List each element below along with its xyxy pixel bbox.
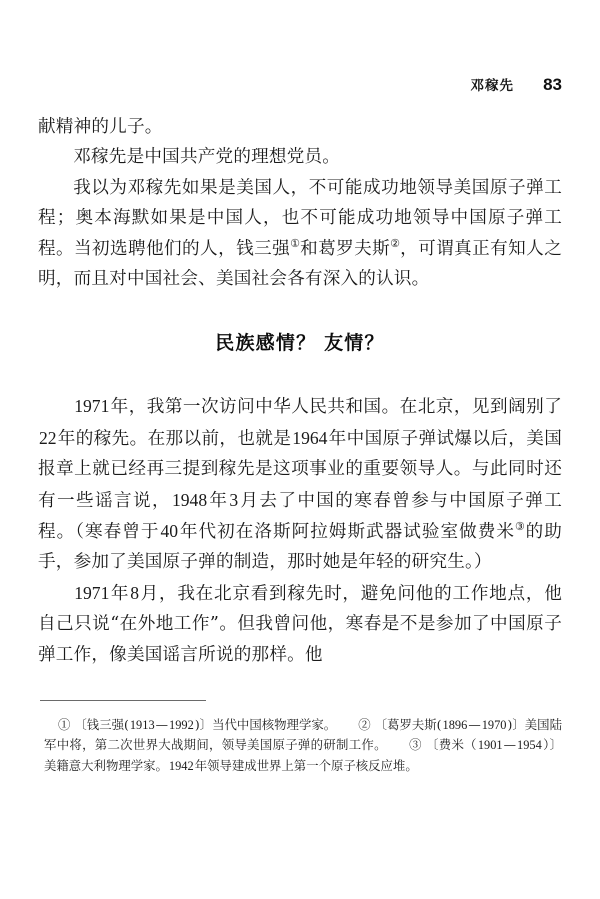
inline-number: 1901: [477, 738, 503, 753]
paragraph-1971-august: 1971年8月，我在北京看到稼先时，避免问他的工作地点，他自己只说“在外地工作”。但我曾问他，寒春是不是参加了中国原子弹工作，像美国谣言所说的那样。他: [38, 582, 563, 665]
page-number: 83: [543, 75, 562, 94]
footnote-marker: ①: [58, 717, 75, 732]
paragraph-1971-visit: 1971年，我第一次访问中华人民共和国。在北京，见到阔别了22年的稼先。在那以前，也就是1964年中国原子弹试爆以后，美国报章上就已经再三提到稼先是这项事业的重要领导人。与此同时还有一些谣言说，1948年3月去了中国的寒春曾参与中国原子弹工程。（寒春曾于40年代初在洛斯阿拉姆斯武器试验室做费米③的助手，参加了美国原子弹的制造，那时她是年轻的研究生。）: [38, 396, 563, 573]
footnote-reference-marker[interactable]: ③: [514, 520, 526, 534]
inline-number: 1913: [129, 718, 155, 732]
inline-number: 1992: [169, 718, 194, 732]
footnote-marker: ②: [358, 717, 375, 732]
spacer-below-heading: [38, 355, 562, 391]
footnote-marker: ③: [408, 737, 427, 753]
inline-number: 1971: [74, 582, 110, 603]
paragraph-ideal-party-member: 邓稼先是中国共产党的理想党员。: [73, 147, 341, 168]
footnote-text-block: [38, 715, 562, 776]
inline-number: 40: [160, 521, 179, 542]
footnote-item-text: 〔费米（1901—1954）〕美籍意大利物理学家。1942年领导建成世界上第一个原子核反应堆。: [44, 737, 562, 773]
paragraph-comparison: 我以为邓稼先如果是美国人，不可能成功地领导美国原子弹工程；奥本海默如果是中国人，也不可能成功地领导中国原子弹工程。当初选聘他们的人，钱三强①和葛罗夫斯②，可谓真正有知人之明，而且对中国社会、美国社会各有深入的认识。: [38, 177, 562, 290]
inline-number: 3: [229, 489, 239, 510]
inline-number: 1971: [74, 396, 110, 417]
inline-number: 22: [39, 427, 57, 448]
footnote-item-text: 〔钱三强(1913—1992)〕当代中国核物理学家。: [74, 717, 337, 732]
footnote-item-text: 〔葛罗夫斯(1896—1970)〕美国陆军中将，第二次世界大战期间，领导美国原子弹的研制工作。: [44, 717, 562, 753]
running-head: [38, 74, 562, 100]
section-heading: 民族感情？ 友情？: [215, 332, 385, 355]
inline-number: 1954: [517, 738, 542, 753]
footnote-reference-marker[interactable]: ①: [290, 236, 301, 250]
running-head-title: 邓稼先: [470, 78, 514, 94]
inline-number: 1948: [171, 489, 208, 510]
footnote-zone: [38, 700, 562, 776]
inline-number: 1896: [442, 718, 468, 732]
inline-number: 1942: [168, 758, 194, 773]
footnote-reference-marker[interactable]: ②: [390, 236, 401, 250]
inline-number: 1970: [481, 718, 507, 732]
body-text-column: [38, 112, 562, 670]
inline-number: 1964: [292, 427, 328, 448]
spacer-above-heading: [38, 294, 562, 328]
inline-number: 8: [130, 582, 140, 603]
footnote-separator-rule: [40, 700, 206, 701]
paragraph-continuation: 献精神的儿子。: [38, 117, 163, 137]
